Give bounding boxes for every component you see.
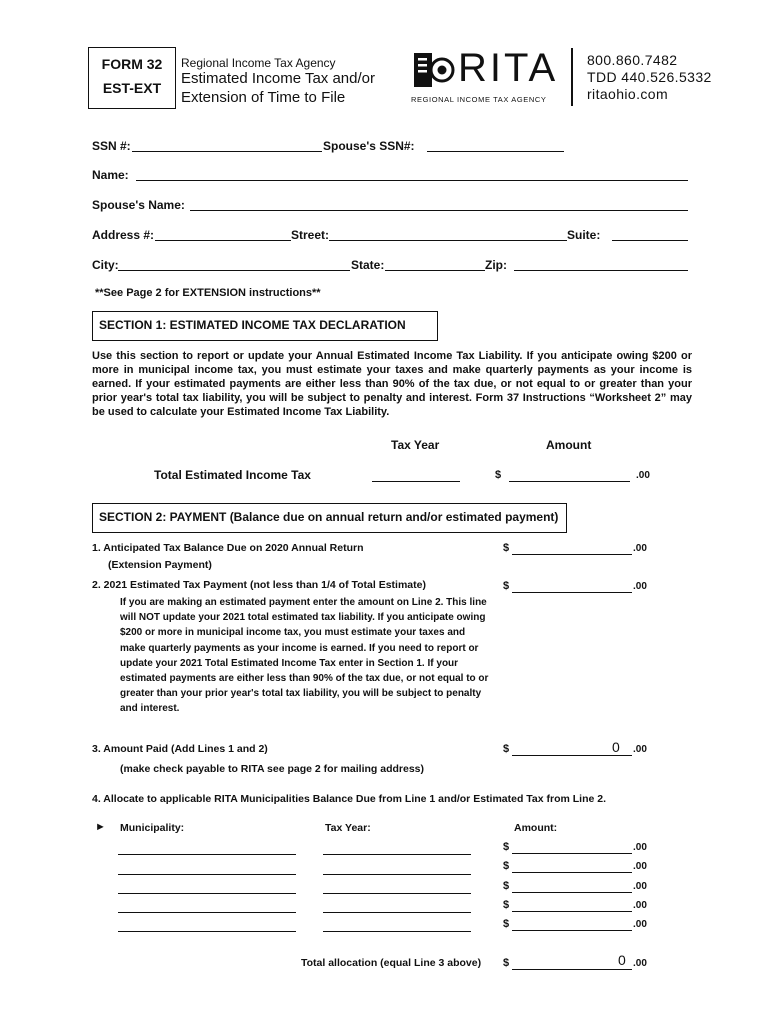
total-estimated-amount-input[interactable]	[509, 481, 630, 482]
spouse-name-input[interactable]	[190, 210, 688, 211]
alloc-tax-year-input[interactable]	[323, 874, 471, 875]
name-label: Name:	[92, 168, 129, 182]
tdd-number: TDD 440.526.5332	[587, 69, 712, 85]
city-label: City:	[92, 258, 119, 272]
suite-input[interactable]	[612, 240, 688, 241]
alloc-cents: .00	[633, 861, 647, 872]
form-title-line1: Estimated Income Tax and/or	[181, 70, 375, 87]
form-number-box	[88, 47, 176, 109]
alloc-tax-year-input[interactable]	[323, 931, 471, 932]
line1-cents: .00	[633, 543, 647, 554]
rita-logo-icon	[412, 50, 456, 90]
logo-word: RITA	[458, 46, 559, 90]
municipality-input[interactable]	[118, 874, 296, 875]
spouse-ssn-input[interactable]	[427, 151, 564, 152]
street-label: Street:	[291, 228, 330, 242]
alloc-tax-year-input[interactable]	[323, 912, 471, 913]
line4-label: 4. Allocate to applicable RITA Municipalities Balance Due from Line 1 and/or Estimated Tax from Line 2.	[92, 793, 607, 805]
phone-number: 800.860.7482	[587, 52, 678, 68]
ssn-label: SSN #:	[92, 139, 131, 153]
line3-label: 3. Amount Paid (Add Lines 1 and 2)	[92, 743, 268, 755]
form-title-line2: Extension of Time to File	[181, 89, 346, 106]
header-divider	[571, 48, 573, 106]
alloc-dollar: $	[503, 918, 510, 930]
line2-note: If you are making an estimated payment enter the amount on Line 2. This line will NOT update your 2021 total estimated tax liability. If you anticipate owing $200 or more in municipal income tax, you must estimate your taxes and make quarterly payments as your income is earned. If you need to report or update your 2021 Total Estimated Income Tax enter in Section 1. If your estimated payments are either less than 90% of the tax due, or not equal to or greater than your prior year's total tax liability, you will be subject to penalty and interest.	[120, 597, 489, 715]
municipality-input[interactable]	[118, 912, 296, 913]
line1-amount-input[interactable]	[512, 554, 632, 555]
zip-input[interactable]	[514, 270, 688, 271]
section1-paragraph: Use this section to report or update your Annual Estimated Income Tax Liability. If you anticipate owing $200 or more in municipal income tax, you must estimate your taxes and make quarterly payments as your income is earned. If your estimated payments are either less than 90% of the tax due, or not equal to or greater than your prior year's total tax liability, you will be subject to penalty and interest. Form 37 Instructions “Worksheet 2” may be used to calculate your Estimated Income Tax Liability.	[92, 350, 692, 418]
dollar-sign: $	[495, 469, 502, 481]
extension-note: **See Page 2 for EXTENSION instructions**	[95, 287, 321, 299]
address-label: Address #:	[92, 228, 155, 242]
alloc-tax-year-input[interactable]	[323, 854, 471, 855]
line3-sub: (make check payable to RITA see page 2 for mailing address)	[120, 763, 425, 775]
municipality-input[interactable]	[118, 893, 296, 894]
total-allocation-cents: .00	[633, 958, 647, 969]
total-allocation-label: Total allocation (equal Line 3 above)	[301, 957, 482, 969]
alloc-dollar: $	[503, 880, 510, 892]
total-estimated-tax-year-input[interactable]	[372, 481, 460, 482]
section1-title: SECTION 1: ESTIMATED INCOME TAX DECLARATION	[92, 311, 438, 341]
logo-subtitle: REGIONAL INCOME TAX AGENCY	[411, 95, 547, 104]
form-number: FORM 32	[101, 56, 163, 72]
alloc-cents: .00	[633, 881, 647, 892]
alloc-cents: .00	[633, 919, 647, 930]
line3-dollar: $	[503, 743, 510, 755]
city-input[interactable]	[118, 270, 350, 271]
arrow-icon: ►	[95, 821, 106, 833]
section2-title-box	[92, 503, 567, 533]
amount-header: Amount	[546, 438, 592, 452]
spouse-name-label: Spouse's Name:	[92, 198, 185, 212]
municipality-input[interactable]	[118, 931, 296, 932]
alloc-cents: .00	[633, 900, 647, 911]
tax-year-header: Tax Year	[391, 438, 440, 452]
form-code: EST-EXT	[102, 80, 162, 96]
line2-dollar: $	[503, 580, 510, 592]
total-allocation-value: 0	[618, 952, 626, 968]
line1-dollar: $	[503, 542, 510, 554]
street-input[interactable]	[329, 240, 567, 241]
website: ritaohio.com	[587, 86, 669, 102]
state-input[interactable]	[385, 270, 485, 271]
line2-label: 2. 2021 Estimated Tax Payment (not less than 1/4 of Total Estimate)	[92, 579, 426, 591]
municipality-input[interactable]	[118, 854, 296, 855]
line3-amount-input	[512, 755, 632, 756]
agency-name: Regional Income Tax Agency	[181, 56, 336, 70]
ssn-input[interactable]	[132, 151, 322, 152]
alloc-cents: .00	[633, 842, 647, 853]
total-allocation-dollar: $	[503, 957, 510, 969]
line1-sub: (Extension Payment)	[108, 559, 212, 571]
alloc-dollar: $	[503, 841, 510, 853]
alloc-amount-input[interactable]	[512, 911, 632, 912]
alloc-dollar: $	[503, 860, 510, 872]
alloc-tax-year-input[interactable]	[323, 893, 471, 894]
section2-title: SECTION 2: PAYMENT (Balance due on annual return and/or estimated payment)	[99, 510, 559, 524]
alloc-amount-header: Amount:	[514, 822, 558, 834]
line1-label: 1. Anticipated Tax Balance Due on 2020 Annual Return	[92, 542, 364, 554]
total-estimated-label: Total Estimated Income Tax	[154, 468, 311, 482]
line2-amount-input[interactable]	[512, 592, 632, 593]
spouse-ssn-label: Spouse's SSN#:	[323, 139, 415, 153]
line3-amount-value: 0	[612, 739, 620, 755]
alloc-dollar: $	[503, 899, 510, 911]
alloc-amount-input[interactable]	[512, 872, 632, 873]
line2-cents: .00	[633, 581, 647, 592]
municipality-header: Municipality:	[120, 822, 185, 834]
alloc-amount-input[interactable]	[512, 930, 632, 931]
alloc-tax-year-header: Tax Year:	[325, 822, 371, 834]
address-number-input[interactable]	[155, 240, 291, 241]
alloc-amount-input[interactable]	[512, 892, 632, 893]
line3-cents: .00	[633, 744, 647, 755]
zip-label: Zip:	[485, 258, 507, 272]
name-input[interactable]	[136, 180, 688, 181]
state-label: State:	[351, 258, 385, 272]
suite-label: Suite:	[567, 228, 601, 242]
alloc-amount-input[interactable]	[512, 853, 632, 854]
total-allocation-input	[512, 969, 632, 970]
cents-suffix: .00	[636, 470, 650, 481]
